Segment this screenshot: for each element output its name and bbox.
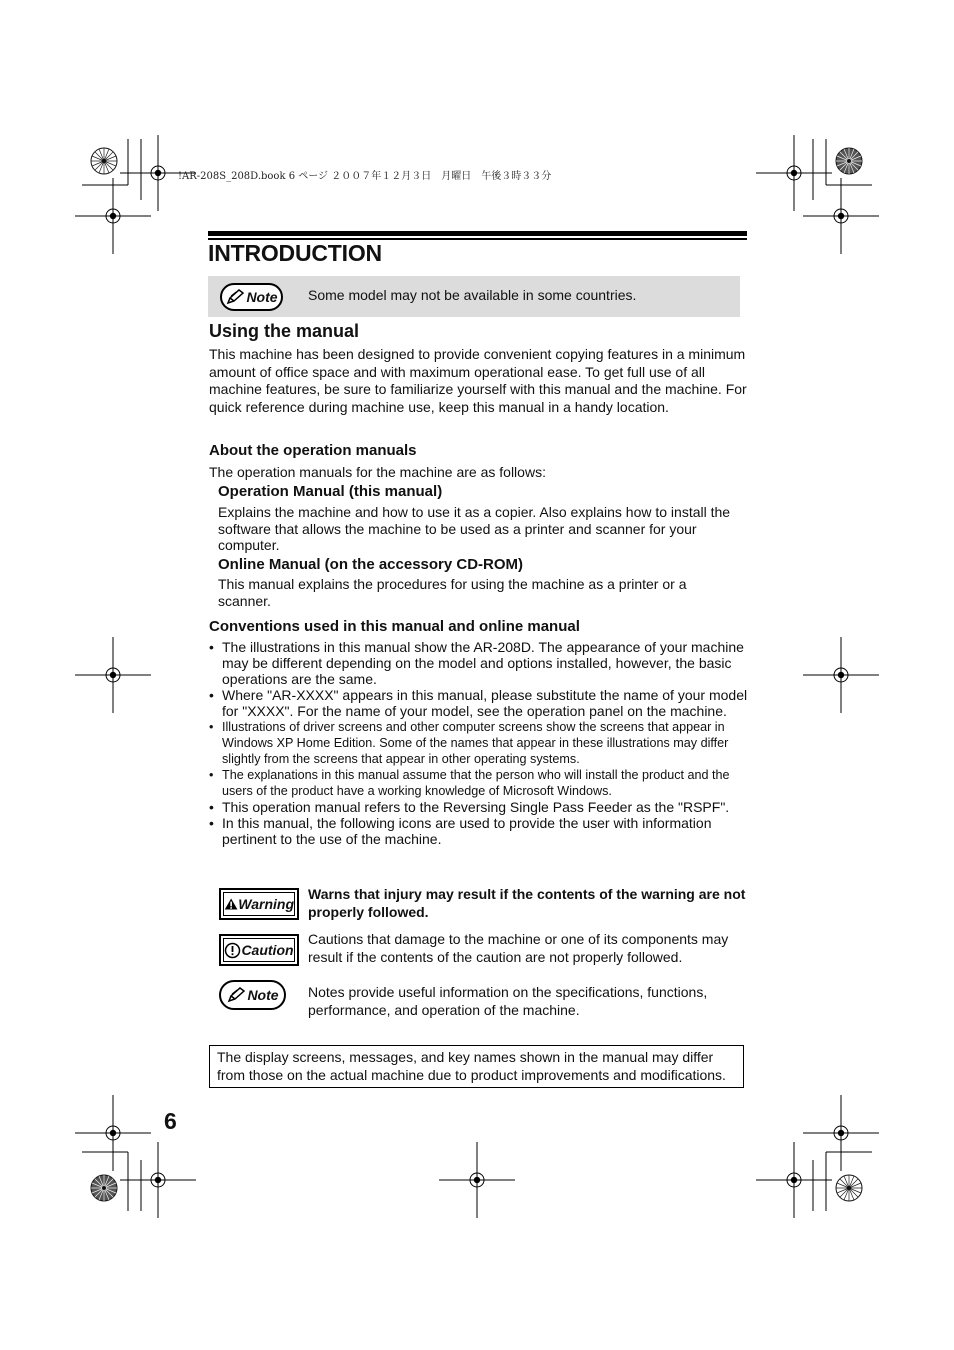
disclaimer-box: The display screens, messages, and key names shown in the manual may differ from those on the actual machine due to product improvements and modifications. — [209, 1045, 744, 1088]
list-item: • The illustrations in this manual show the AR-208D. The appearance of your machine may be different depending on the model and options installed, however, the basic operations are the same. — [209, 639, 754, 687]
manual-title-operation: Operation Manual (this manual) — [218, 483, 443, 500]
list-item: • Illustrations of driver screens and other computer screens show the screens that appear in Windows XP Home Edition. Some of the names that appear in these illustrations may differ slightly from the screens that appear in other operating systems. — [209, 719, 754, 767]
caution-badge-label: Caution — [241, 942, 294, 958]
note-badge — [220, 283, 283, 311]
page-number: 6 — [164, 1108, 177, 1134]
caution-description: Cautions that damage to the machine or one of its components may result if the contents of the caution are not properly followed. — [308, 931, 729, 965]
page-title: INTRODUCTION — [208, 240, 382, 266]
manual-desc-online: This manual explains the procedures for using the machine as a printer or a scanner. — [218, 576, 687, 609]
title-rule-thick — [208, 231, 747, 236]
pencil-icon — [226, 987, 246, 1003]
note-description: Notes provide useful information on the specifications, functions, performance, and operation of the machine. — [308, 984, 708, 1018]
warning-badge — [219, 888, 299, 920]
note-banner-text: Some model may not be available in some countries. — [308, 287, 637, 303]
note-banner — [208, 276, 740, 317]
subheading-conventions: Conventions used in this manual and online manual — [209, 618, 580, 635]
print-header: !AR-208S_208D.book 6 ページ ２００７年１２月３日 月曜日 午後３時３３分 — [178, 171, 552, 182]
about-intro: The operation manuals for the machine are as follows: — [209, 464, 546, 480]
caution-badge — [219, 934, 299, 966]
list-item: • This operation manual refers to the Reversing Single Pass Feeder as the "RSPF". — [209, 799, 754, 815]
exclamation-circle-icon — [224, 942, 241, 959]
manual-title-online: Online Manual (on the accessory CD-ROM) — [218, 556, 524, 573]
list-item: • The explanations in this manual assume that the person who will install the product and the users of the product have a working knowledge of Microsoft Windows. — [209, 767, 754, 799]
list-item: • In this manual, the following icons are used to provide the user with information pertinent to the use of the machine. — [209, 815, 754, 847]
pencil-icon — [225, 289, 245, 305]
note-badge-label: Note — [246, 289, 278, 305]
warning-description: Warns that injury may result if the contents of the warning are not properly followed. — [308, 886, 746, 920]
subheading-about-manuals: About the operation manuals — [209, 442, 417, 459]
note-legend-label: Note — [247, 987, 279, 1003]
manual-desc-operation: Explains the machine and how to use it as a copier. Also explains how to install the software that allows the machine to be used as a printer and scanner for your computer. — [218, 504, 731, 553]
note-legend-badge — [219, 980, 286, 1010]
warning-badge-label: Warning — [238, 896, 294, 912]
warning-triangle-icon — [224, 896, 238, 912]
section-heading-using-manual: Using the manual — [209, 321, 360, 341]
using-manual-body: This machine has been designed to provide convenient copying features in a minimum amount of office space and with maximum operational ease. To get full use of all machine features, be sure to familiarize yourself with this manual and the machine. For quick reference during machine use, keep this manual in a handy location. — [209, 346, 747, 415]
conventions-list — [209, 639, 754, 847]
list-item: • Where "AR-XXXX" appears in this manual, please substitute the name of your model for "XXXX". For the name of your model, see the operation panel on the machine. — [209, 687, 754, 719]
